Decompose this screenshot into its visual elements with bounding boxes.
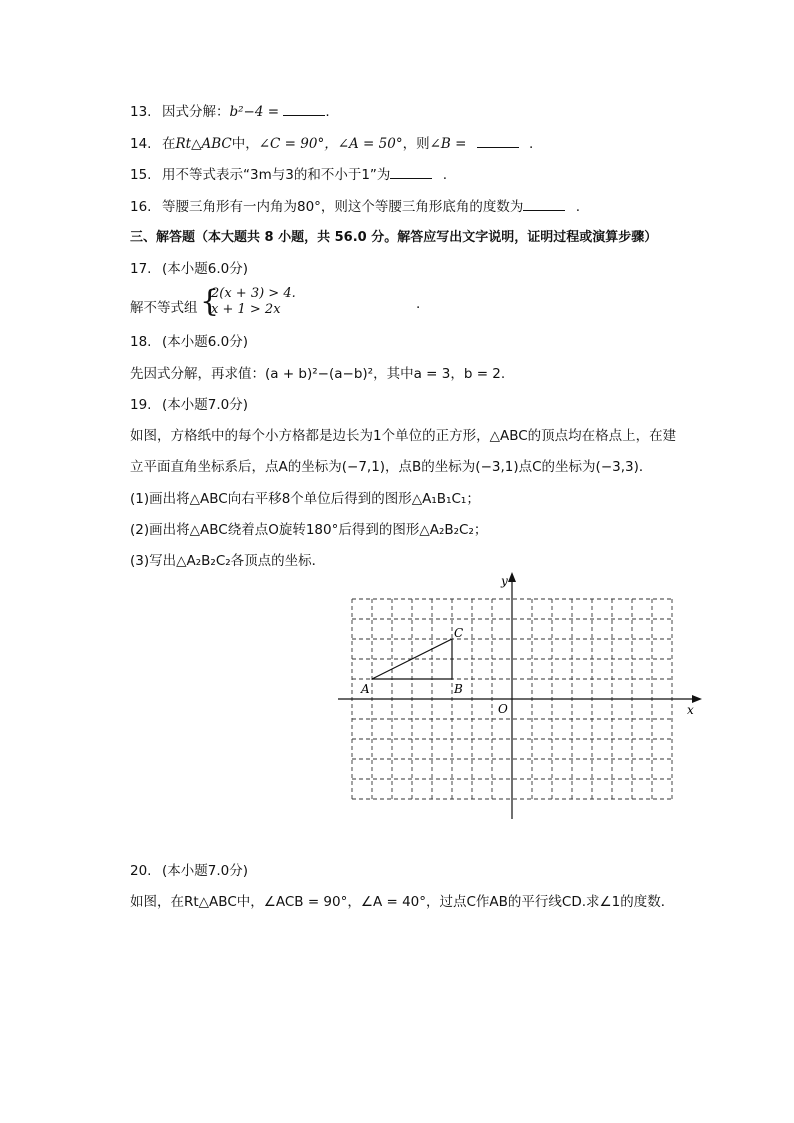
question-text: 因式分解： xyxy=(162,104,230,120)
question-end: . xyxy=(416,296,421,312)
answer-blank[interactable] xyxy=(523,198,565,211)
math-expression: ∠B = xyxy=(429,136,467,152)
question-number: 20. xyxy=(130,863,152,879)
question-19-part-2: (2)画出将△ABC绕着点O旋转180°后得到的图形△A₂B₂C₂； xyxy=(130,522,488,538)
question-19-header xyxy=(130,396,248,414)
question-text: 在 xyxy=(162,136,176,152)
question-score: (本小题7.0分) xyxy=(162,397,249,413)
question-16 xyxy=(130,198,580,216)
question-15 xyxy=(130,166,447,184)
question-end: . xyxy=(529,136,534,152)
question-19-part-1: (1)画出将△ABC向右平移8个单位后得到的图形△A₁B₁C₁； xyxy=(130,491,480,507)
point-a-label: A xyxy=(361,682,370,696)
question-score: (本小题6.0分) xyxy=(162,334,249,350)
math-expression: Rt△ABC xyxy=(175,136,232,152)
question-number: 17. xyxy=(130,261,152,277)
question-14 xyxy=(130,135,533,153)
origin-label: O xyxy=(498,702,508,716)
math-expression: b²−4 = xyxy=(229,104,280,120)
question-number: 15. xyxy=(130,167,152,183)
question-17-header xyxy=(130,260,248,278)
question-19-line-2: 立平面直角坐标系后，点A的坐标为(−7,1)，点B的坐标为(−3,1)点C的坐标为(−3,3)． xyxy=(130,459,653,475)
inequality-row-1: 2(x + 3) > 4. xyxy=(211,286,296,301)
answer-blank[interactable] xyxy=(477,135,519,148)
point-b-label: B xyxy=(454,682,463,696)
question-18-text: 先因式分解，再求值：(a + b)²−(a−b)²，其中a = 3，b = 2. xyxy=(130,366,506,382)
question-13 xyxy=(130,103,330,121)
question-score: (本小题6.0分) xyxy=(162,261,249,277)
question-20-header xyxy=(130,862,248,880)
section-title: 三、解答题（本大题共 8 小题，共 56.0 分。解答应写出文字说明，证明过程或演算步骤） xyxy=(130,230,658,245)
axes xyxy=(338,572,702,819)
question-number: 16. xyxy=(130,199,152,215)
question-19-part-3: (3)写出△A₂B₂C₂各顶点的坐标． xyxy=(130,553,326,569)
point-c-label: C xyxy=(454,626,464,640)
answer-blank[interactable] xyxy=(390,166,432,179)
question-number: 19. xyxy=(130,397,152,413)
answer-blank[interactable] xyxy=(283,103,325,116)
question-text: ，则 xyxy=(402,136,430,152)
question-end: . xyxy=(442,167,447,183)
question-19-line-1: 如图，方格纸中的每个小方格都是边长为1个单位的正方形，△ABC的顶点均在格点上，在建 xyxy=(130,428,677,444)
y-axis-arrow xyxy=(508,572,516,582)
math-expression: ∠C = 90°，∠A = 50° xyxy=(258,136,403,152)
question-number: 14. xyxy=(130,136,152,152)
question-number: 18. xyxy=(130,334,152,350)
question-text: 用不等式表示“3m与3的和不小于1”为 xyxy=(162,167,391,183)
question-18-header xyxy=(130,333,248,351)
inequality-row-2: x + 1 > 2x xyxy=(211,302,281,317)
coordinate-grid-figure xyxy=(330,570,710,825)
question-text: 等腰三角形有一内角为80°，则这个等腰三角形底角的度数为 xyxy=(162,199,524,215)
x-axis-label: x xyxy=(687,703,694,717)
question-score: (本小题7.0分) xyxy=(162,863,249,879)
question-text: 中， xyxy=(231,136,259,152)
question-20-text: 如图，在Rt△ABC中，∠ACB = 90°，∠A = 40°，过点C作AB的平行线CD.求∠1的度数． xyxy=(130,894,675,910)
y-axis-label: y xyxy=(501,574,508,588)
question-number: 13. xyxy=(130,104,152,120)
question-end: . xyxy=(325,104,330,120)
question-text: 解不等式组 xyxy=(130,300,198,316)
question-end: . xyxy=(575,199,581,215)
brace: { xyxy=(200,284,220,319)
x-axis-arrow xyxy=(692,695,702,703)
